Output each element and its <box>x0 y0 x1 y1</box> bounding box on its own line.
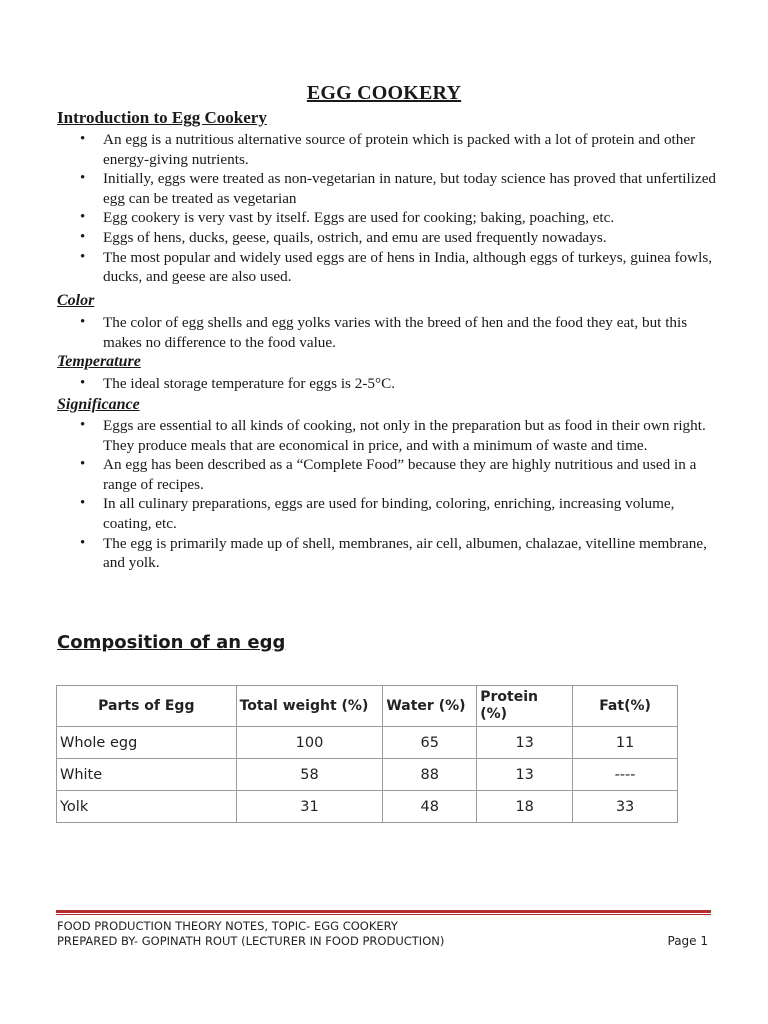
table-header-row <box>57 686 678 727</box>
list-item: • Eggs are essential to all kinds of cooking, not only in the preparation but as food in their own right. They produce meals that are economical in price, and with a minimum of waste and time. <box>78 416 718 455</box>
footer-divider-thin <box>56 914 711 915</box>
table-row <box>57 727 678 759</box>
column-header: Total weight (%) <box>236 686 383 727</box>
column-header: Fat(%) <box>573 686 678 727</box>
list-item: • An egg is a nutritious alternative source of protein which is packed with a lot of protein and other energy-giving nutrients. <box>78 130 718 169</box>
footer-divider <box>56 910 711 913</box>
list-item: • An egg has been described as a “Complete Food” because they are highly nutritious and used in a range of recipes. <box>78 455 718 494</box>
list-item: • Egg cookery is very vast by itself. Eggs are used for cooking; baking, poaching, etc. <box>78 208 718 228</box>
footer-author: PREPARED BY- GOPINATH ROUT (LECTURER IN FOOD PRODUCTION) <box>57 934 445 948</box>
temperature-list <box>78 374 718 394</box>
table-cell: 58 <box>236 759 383 791</box>
list-item: • Initially, eggs were treated as non-vegetarian in nature, but today science has proved that unfertilized egg can be treated as vegetarian <box>78 169 718 208</box>
table-cell: Whole egg <box>57 727 237 759</box>
table-cell: 88 <box>383 759 477 791</box>
list-item: • The most popular and widely used eggs are of hens in India, although eggs of turkeys, guinea fowls, ducks, and geese are also used. <box>78 248 718 287</box>
table-cell: 100 <box>236 727 383 759</box>
table-cell: 33 <box>573 791 678 823</box>
significance-list <box>78 416 718 573</box>
table-cell: ---- <box>573 759 678 791</box>
footer-topic: FOOD PRODUCTION THEORY NOTES, TOPIC- EGG COOKERY <box>57 919 398 933</box>
page-number: Page 1 <box>667 934 708 948</box>
page-title: EGG COOKERY <box>306 82 462 104</box>
table-cell: Yolk <box>57 791 237 823</box>
table-cell: 48 <box>383 791 477 823</box>
table-row <box>57 759 678 791</box>
list-item: • Eggs of hens, ducks, geese, quails, ostrich, and emu are used frequently nowadays. <box>78 228 718 248</box>
composition-table <box>56 685 678 823</box>
temperature-heading: Temperature <box>57 353 141 370</box>
table-cell: 65 <box>383 727 477 759</box>
list-item: • The egg is primarily made up of shell, membranes, air cell, albumen, chalazae, vitelline membrane, and yolk. <box>78 534 718 573</box>
table-cell: 13 <box>477 759 573 791</box>
column-header: Parts of Egg <box>57 686 237 727</box>
list-item: • In all culinary preparations, eggs are used for binding, coloring, enriching, increasing volume, coating, etc. <box>78 494 718 533</box>
list-item: • The ideal storage temperature for eggs is 2-5°C. <box>78 374 718 394</box>
list-item: • The color of egg shells and egg yolks varies with the breed of hen and the food they eat, but this makes no difference to the food value. <box>78 313 718 352</box>
intro-list <box>78 130 718 287</box>
significance-heading: Significance <box>57 396 140 413</box>
column-header: Protein (%) <box>477 686 573 727</box>
color-heading: Color <box>57 292 95 309</box>
table-cell: 13 <box>477 727 573 759</box>
intro-heading: Introduction to Egg Cookery <box>57 108 267 127</box>
table-cell: 11 <box>573 727 678 759</box>
table-row <box>57 791 678 823</box>
table-cell: White <box>57 759 237 791</box>
column-header: Water (%) <box>383 686 477 727</box>
composition-heading: Composition of an egg <box>57 632 286 653</box>
table-cell: 18 <box>477 791 573 823</box>
table-cell: 31 <box>236 791 383 823</box>
color-list <box>78 313 718 352</box>
